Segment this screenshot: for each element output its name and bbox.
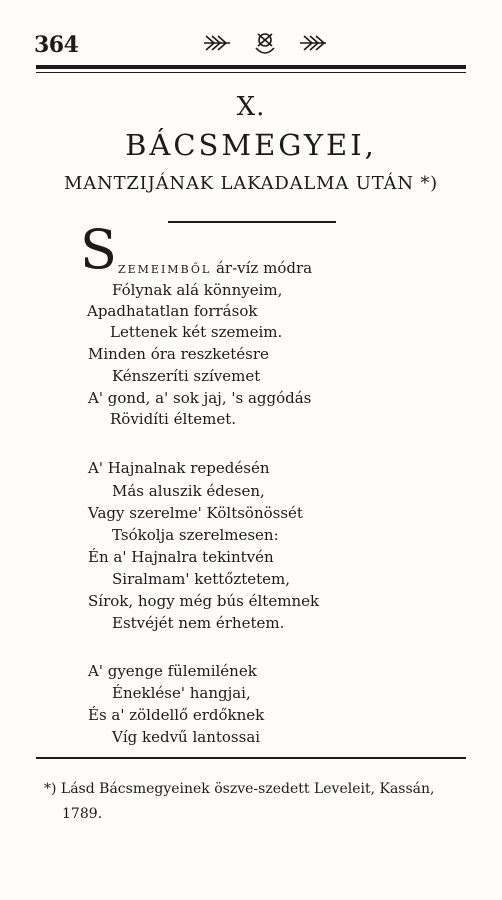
stanza-1-line-5: Kénszeríti szívemet <box>112 367 261 385</box>
stanza-2-line-2: Más aluszik édesen, <box>112 482 265 500</box>
footnote-rule <box>36 757 466 759</box>
stanza-1-line-2: Apadhatatlan források <box>87 302 258 320</box>
first-line-rest: ár-víz módra <box>215 259 313 277</box>
poem-subtitle: MANTZIJÁNAK LAKADALMA UTÁN *) <box>63 173 439 194</box>
ornament-left-icon <box>204 36 230 50</box>
page-number: 364 <box>34 32 79 58</box>
stanza-1-line-6: A' gond, a' sok jaj, 's aggódás <box>88 389 312 407</box>
stanza-2-line-4: Tsókolja szerelmesen: <box>112 526 279 544</box>
stanza-1-line-1: Fólynak alá könnyeim, <box>112 281 283 299</box>
ornament-center-icon <box>256 34 274 53</box>
stanza-1-line-3: Lettenek két szemeim. <box>110 323 283 341</box>
first-word-small-caps: ZEMEIMBŐL <box>118 263 212 276</box>
stanza-3-line-4: Víg kedvű lantossai <box>112 728 261 746</box>
stanza-3-line-1: A' gyenge fülemilének <box>88 662 257 680</box>
verse-line-first <box>118 259 312 279</box>
stanza-2-line-3: Vagy szerelme' Költsönössét <box>88 504 303 522</box>
stanza-1-line-4: Minden óra reszketésre <box>88 345 269 363</box>
ornament-right-icon <box>300 36 326 50</box>
section-numeral: X. <box>236 92 266 122</box>
stanza-2-line-1: A' Hajnalnak repedésén <box>88 459 270 477</box>
stanza-1-line-7: Rövidíti éltemet. <box>110 410 237 428</box>
poem-title: BÁCSMEGYEI, <box>125 128 377 162</box>
drop-cap: S <box>80 218 117 281</box>
header-rule-thick <box>36 65 466 69</box>
stanza-3-line-3: És a' zöldellő erdőknek <box>88 706 265 724</box>
stanza-3-line-2: Éneklése' hangjai, <box>112 684 251 702</box>
stanza-2-line-7: Sírok, hogy még bús éltemnek <box>88 592 320 610</box>
header-rule-thin <box>36 72 466 73</box>
title-divider <box>168 221 336 223</box>
footnote-line-2: 1789. <box>62 806 103 822</box>
printer-ornament-icon <box>200 28 330 58</box>
stanza-2-line-5: Én a' Hajnalra tekintvén <box>88 548 274 566</box>
stanza-2-line-8: Estvéjét nem érhetem. <box>112 614 285 632</box>
footnote-line-1: *) Lásd Bácsmegyeinek öszve-szedett Leveleit, Kassán, <box>44 781 435 797</box>
stanza-2-line-6: Siralmam' kettőztetem, <box>112 570 291 588</box>
